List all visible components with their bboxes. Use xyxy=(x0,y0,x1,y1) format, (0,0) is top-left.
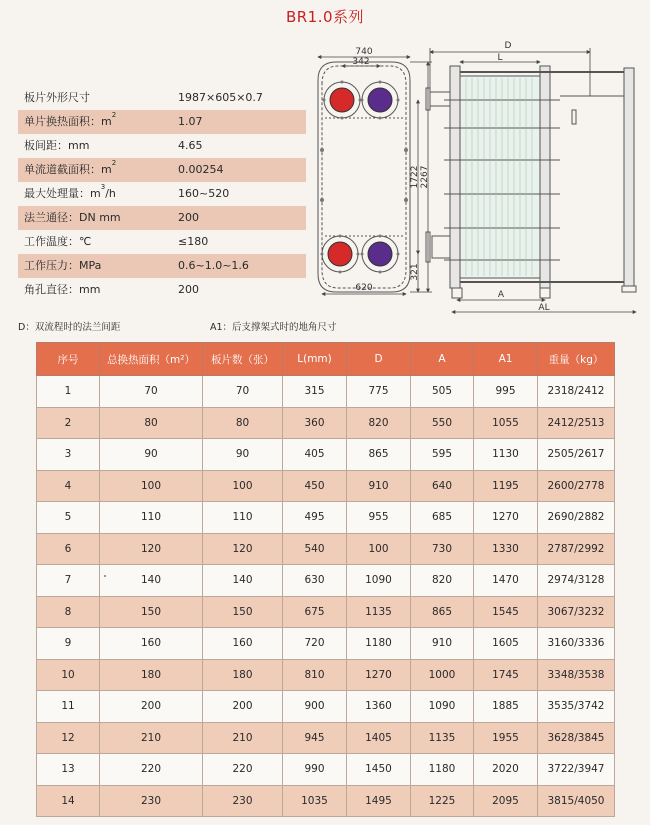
table-cell: 865 xyxy=(347,439,411,471)
table-row xyxy=(37,691,615,723)
table-cell: 820 xyxy=(347,407,411,439)
table-cell: 2787/2992 xyxy=(538,533,615,565)
table-cell: 160 xyxy=(100,628,203,660)
table-cell: 150 xyxy=(203,596,283,628)
table-row xyxy=(37,722,615,754)
table-cell: 220 xyxy=(100,754,203,786)
table-cell: 1270 xyxy=(347,659,411,691)
table-cell: 14 xyxy=(37,785,100,817)
cold-port-top xyxy=(362,82,398,118)
table-cell: 80 xyxy=(100,407,203,439)
table-cell: 90 xyxy=(100,439,203,471)
dim-hole-center: 1722 xyxy=(410,165,420,189)
table-cell: 1955 xyxy=(474,722,538,754)
hot-port-top xyxy=(324,82,360,118)
page-title: BR1.0系列 xyxy=(285,8,365,26)
table-cell: 2974/3128 xyxy=(538,565,615,597)
table-cell: 2095 xyxy=(474,785,538,817)
table-cell: 3628/3845 xyxy=(538,722,615,754)
spec-label: 工作压力：MPa xyxy=(24,259,102,272)
table-cell: 200 xyxy=(100,691,203,723)
hot-port-bottom xyxy=(322,236,358,272)
table-cell: 8 xyxy=(37,596,100,628)
table-cell: 120 xyxy=(203,533,283,565)
spec-label: 单片换热面积：$m^2$ xyxy=(24,111,117,128)
table-cell: 640 xyxy=(411,470,474,502)
dim-plate-height: 2267 xyxy=(420,165,430,189)
table-cell: 6 xyxy=(37,533,100,565)
spec-value: 1987×605×0.7 xyxy=(178,91,263,104)
table-cell: 910 xyxy=(411,628,474,660)
table-row xyxy=(37,533,615,565)
scan-speck xyxy=(104,575,106,577)
col-header: D xyxy=(347,343,411,376)
table-cell: 11 xyxy=(37,691,100,723)
table-cell: 7 xyxy=(37,565,100,597)
table-cell: 540 xyxy=(283,533,347,565)
table-cell: 550 xyxy=(411,407,474,439)
table-cell: 1270 xyxy=(474,502,538,534)
table-cell: 910 xyxy=(347,470,411,502)
table-cell: 2690/2882 xyxy=(538,502,615,534)
col-header: 板片数（张） xyxy=(203,343,283,376)
dim-bottom-offset: 321 xyxy=(410,263,420,281)
table-row xyxy=(37,565,615,597)
table-cell: 2318/2412 xyxy=(538,376,615,408)
table-cell: 230 xyxy=(100,785,203,817)
table-cell: 685 xyxy=(411,502,474,534)
table-cell: 1055 xyxy=(474,407,538,439)
table-cell: 1090 xyxy=(411,691,474,723)
table-cell: 70 xyxy=(203,376,283,408)
table-row xyxy=(37,628,615,660)
table-cell: 160 xyxy=(203,628,283,660)
spec-value: 0.6~1.0~1.6 xyxy=(178,259,249,272)
spec-label: 板片外形尺寸 xyxy=(24,91,90,104)
table-cell: 1450 xyxy=(347,754,411,786)
spec-label: 板间距：mm xyxy=(24,139,90,152)
spec-label: 工作温度：℃ xyxy=(24,235,92,248)
table-cell: 90 xyxy=(203,439,283,471)
table-cell: 990 xyxy=(283,754,347,786)
table-cell: 2020 xyxy=(474,754,538,786)
table-row xyxy=(37,785,615,817)
table-row xyxy=(37,596,615,628)
spec-value: 4.65 xyxy=(178,139,203,152)
table-cell: 1 xyxy=(37,376,100,408)
table-cell: 1225 xyxy=(411,785,474,817)
col-header: 序号 xyxy=(37,343,100,376)
dim-side-a: A xyxy=(497,290,505,300)
table-cell: 12 xyxy=(37,722,100,754)
table-cell: 180 xyxy=(203,659,283,691)
spec-value: 200 xyxy=(178,211,199,224)
table-cell: 5 xyxy=(37,502,100,534)
table-body xyxy=(37,376,615,817)
table-cell: 110 xyxy=(100,502,203,534)
table-cell: 230 xyxy=(203,785,283,817)
spec-label: 最大处理量：$m^3/h$ xyxy=(24,183,116,200)
exchanger-side-view xyxy=(426,66,636,298)
cold-port-bottom xyxy=(362,236,398,272)
col-header: A xyxy=(411,343,474,376)
table-cell: 730 xyxy=(411,533,474,565)
table-cell: 3722/3947 xyxy=(538,754,615,786)
table-cell: 100 xyxy=(203,470,283,502)
table-cell: 720 xyxy=(283,628,347,660)
table-cell: 1495 xyxy=(347,785,411,817)
dim-hole-spacing: 342 xyxy=(352,57,370,67)
table-cell: 140 xyxy=(203,565,283,597)
col-header: A1 xyxy=(474,343,538,376)
table-cell: 180 xyxy=(100,659,203,691)
table-cell: 1605 xyxy=(474,628,538,660)
spec-label: 角孔直径：mm xyxy=(24,283,101,296)
table-cell: 1405 xyxy=(347,722,411,754)
table-cell: 3160/3336 xyxy=(538,628,615,660)
table-cell: 2 xyxy=(37,407,100,439)
spec-value: 0.00254 xyxy=(178,163,224,176)
table-cell: 1090 xyxy=(347,565,411,597)
table-cell: 10 xyxy=(37,659,100,691)
table-cell: 1000 xyxy=(411,659,474,691)
table-cell: 80 xyxy=(203,407,283,439)
table-row xyxy=(37,470,615,502)
table-cell: 505 xyxy=(411,376,474,408)
spec-label: 单流道截面积：$m^2$ xyxy=(24,159,117,176)
table-row xyxy=(37,502,615,534)
table-cell: 315 xyxy=(283,376,347,408)
table-cell: 1745 xyxy=(474,659,538,691)
table-cell: 210 xyxy=(203,722,283,754)
table-cell: 1180 xyxy=(411,754,474,786)
table-cell: 1195 xyxy=(474,470,538,502)
dim-side-d: D xyxy=(504,41,512,51)
table-cell: 450 xyxy=(283,470,347,502)
col-header: L(mm) xyxy=(283,343,347,376)
table-cell: 1545 xyxy=(474,596,538,628)
table-row xyxy=(37,439,615,471)
table-cell: 3 xyxy=(37,439,100,471)
table-cell: 100 xyxy=(100,470,203,502)
table-cell: 3348/3538 xyxy=(538,659,615,691)
table-cell: 865 xyxy=(411,596,474,628)
table-cell: 110 xyxy=(203,502,283,534)
table-cell: 1130 xyxy=(474,439,538,471)
table-cell: 360 xyxy=(283,407,347,439)
dim-foot-width: 620 xyxy=(355,283,373,293)
col-header: 重量（kg） xyxy=(538,343,615,376)
table-cell: 900 xyxy=(283,691,347,723)
table-row xyxy=(37,407,615,439)
table-cell: 775 xyxy=(347,376,411,408)
spec-value: 200 xyxy=(178,283,199,296)
table-cell: 13 xyxy=(37,754,100,786)
table-cell: 220 xyxy=(203,754,283,786)
spec-value: 160~520 xyxy=(178,187,230,200)
spec-value: ≤180 xyxy=(178,235,209,248)
table-row xyxy=(37,754,615,786)
table-cell: 4 xyxy=(37,470,100,502)
table-cell: 1035 xyxy=(283,785,347,817)
table-cell: 3067/3232 xyxy=(538,596,615,628)
table-cell: 495 xyxy=(283,502,347,534)
table-cell: 1470 xyxy=(474,565,538,597)
table-cell: 9 xyxy=(37,628,100,660)
dim-side-al: AL xyxy=(538,303,550,313)
table-cell: 405 xyxy=(283,439,347,471)
table-cell: 3815/4050 xyxy=(538,785,615,817)
table-cell: 1330 xyxy=(474,533,538,565)
table-cell: 945 xyxy=(283,722,347,754)
dim-side-l: L xyxy=(497,53,503,63)
table-cell: 1885 xyxy=(474,691,538,723)
table-cell: 2412/2513 xyxy=(538,407,615,439)
col-header: 总换热面积（m²） xyxy=(100,343,203,376)
table-cell: 595 xyxy=(411,439,474,471)
table-cell: 1135 xyxy=(347,596,411,628)
table-cell: 630 xyxy=(283,565,347,597)
technical-drawing xyxy=(0,0,650,340)
table-cell: 70 xyxy=(100,376,203,408)
note-d: D：双流程时的法兰间距 xyxy=(18,322,121,333)
table-header-row xyxy=(37,343,615,376)
table-cell: 1135 xyxy=(411,722,474,754)
spec-label: 法兰通径：DN mm xyxy=(24,211,121,224)
table-cell: 120 xyxy=(100,533,203,565)
table-cell: 3535/3742 xyxy=(538,691,615,723)
table-cell: 955 xyxy=(347,502,411,534)
dim-plate-width: 740 xyxy=(355,47,373,57)
table-cell: 675 xyxy=(283,596,347,628)
spec-value: 1.07 xyxy=(178,115,203,128)
note-a1: A1：后支撑架式时的地角尺寸 xyxy=(210,322,337,333)
table-cell: 140 xyxy=(100,565,203,597)
table-cell: 995 xyxy=(474,376,538,408)
table-cell: 2600/2778 xyxy=(538,470,615,502)
table-row xyxy=(37,376,615,408)
table-cell: 1180 xyxy=(347,628,411,660)
model-spec-table xyxy=(36,342,615,817)
table-cell: 100 xyxy=(347,533,411,565)
table-cell: 810 xyxy=(283,659,347,691)
table-cell: 1360 xyxy=(347,691,411,723)
table-cell: 820 xyxy=(411,565,474,597)
table-cell: 2505/2617 xyxy=(538,439,615,471)
table-cell: 150 xyxy=(100,596,203,628)
table-cell: 200 xyxy=(203,691,283,723)
table-cell: 210 xyxy=(100,722,203,754)
table-row xyxy=(37,659,615,691)
